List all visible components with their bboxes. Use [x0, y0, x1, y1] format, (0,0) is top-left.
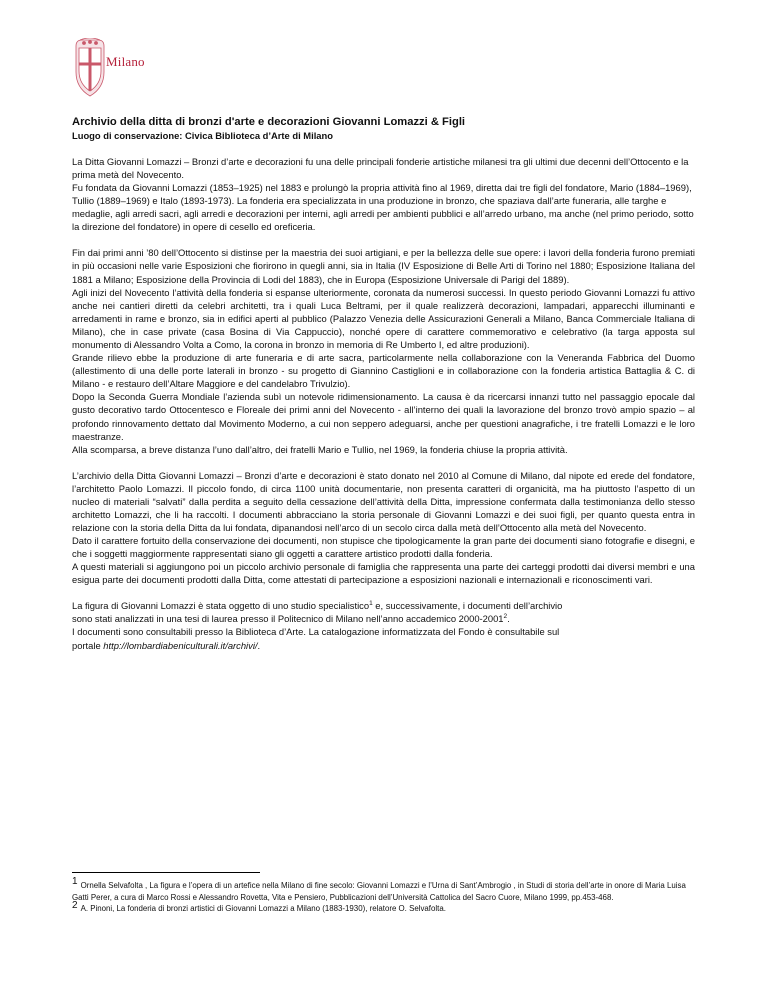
paragraph-text: Grande rilievo ebbe la produzione di arte funeraria e di arte sacra, particolarmente nella collaborazione con la Veneranda Fabbrica del Duomo (allestimento di una delle porte laterali in bronzo - su progetto di Giannino Castiglioni e in collaborazione con la fonderia artistica Battaglia & C. di Milano - e restauro dell’Altare Maggiore e del candelabro Trivulzio).	[72, 352, 695, 390]
text-run: portale	[72, 639, 104, 651]
paragraph-text: La Ditta Giovanni Lomazzi – Bronzi d’arte e decorazioni fu una delle principali fonderie artistiche milanesi tra gli ultimi due decenni dell’Ottocento e la prima metà del Novecento.	[72, 156, 689, 181]
paragraph-text: Agli inizi del Novecento l’attività della fonderia si espanse ulteriormente, coronata da numerosi successi. In questo periodo Giovanni Lomazzi fu attivo anche nei cantieri diretti da celebri architetti, tra i quali Luca Beltrami, per il quale realizzerà decorazioni, lampadari, apparecchi illuminanti e arredamenti in rame e bronzo, sia in edifici aperti al pubblico (Palazzo Venezia delle Assicurazioni Generali a Milano, Banca Commerciale Italiana di Milano), che in case private (casa Bosina di Via Cappuccio), nonché opere di carattere commemorativo e celebrativo (la targa apposta sul monumento di Alessandro Volta a Como, la corona in bronzo in memoria di Re Umberto I, ed altre produzioni).	[72, 286, 695, 351]
paragraph-intro	[72, 155, 695, 234]
paragraph-text: I documenti sono consultabili presso la Biblioteca d’Arte. La catalogazione informatizzata del Fondo è consultabile sul	[72, 626, 560, 638]
paragraph-text: A questi materiali si aggiungono poi un piccolo archivio personale di famiglia che rappresenta una parte dei carteggi prodotti dai diversi membri e una esigua parte dei documenti prodotti dalla Ditta, come attestati di partecipazione a esposizioni nazionali e internazionali e riconoscimenti vari.	[72, 561, 695, 586]
footnote-1	[72, 876, 695, 903]
paragraph-text: Fin dai primi anni ’80 dell’Ottocento si distinse per la maestria dei suoi artigiani, e per la bellezza delle sue opere: i lavori della fonderia furono premiati in più occasioni nelle varie Esposizioni che fiorirono in quegli anni, sia in Italia (IV Esposizione di Belle Arti di Torino nel 1880; Esposizione Italiana del 1881 a Milano; Esposizione della Provincia di Lodi del 1883), che in Europa (Esposizione Universale di Parigi del 1889).	[72, 247, 695, 285]
footnote-text: Ornella Selvafolta , La figura e l’opera di un artefice nella Milano di fine secolo: Giovanni Lomazzi e l’Urna di Sant’Ambrogio , in Studi di storia dell’arte in onore di Maria Luisa Gatti Perer, a cura di Marco Rossi e Alessandro Rovetta, Vita e Pensiero, Pubblicazioni dell’Università Cattolica del Sacro Cuore, Milano 1999, pp.453-468.	[72, 881, 686, 902]
text-run: .	[507, 613, 510, 625]
logo-text: Milano	[106, 54, 145, 69]
footnote-divider	[72, 872, 260, 873]
paragraph-text: Alla scomparsa, a breve distanza l’uno dall’altro, dei fratelli Mario e Tullio, nel 1969, la fonderia chiuse la propria attività.	[72, 443, 568, 455]
paragraph-text: Dopo la Seconda Guerra Mondiale l’azienda subì un notevole ridimensionamento. La causa è da ricercarsi innanzi tutto nel passaggio epocale dal gusto decorativo tardo Ottocentesco e Floreale dei primi anni del Novecento - all’interno dei quali la lavorazione del bronzo trovò ampio spazio – al profondo rinnovamento dettato dal Movimento Moderno, a cui non seppero adeguarsi, anche per questioni anagrafiche, i tre fratelli Lomazzi e le loro maestranze.	[72, 391, 695, 442]
text-run: .	[257, 639, 261, 651]
footnote-ref-2[interactable]: 2	[503, 613, 508, 621]
paragraph-archive	[72, 469, 695, 587]
footnote-number: 2	[72, 899, 78, 911]
paragraph-text: Dato il carattere fortuito della conservazione dei documenti, non stupisce che tipologicamente la gran parte dei documenti siano fotografie e disegni, e che i soggetti maggiormente rappresentati siano gli oggetti a carattere artistico prodotti dalla fonderia.	[72, 535, 695, 560]
paragraph-line	[72, 612, 695, 625]
text-run: La figura di Giovanni Lomazzi è stata oggetto di uno studio specialistico	[72, 600, 370, 612]
footnote-2	[72, 899, 695, 915]
document-body	[72, 116, 695, 664]
paragraph-history	[72, 246, 695, 456]
footnotes	[72, 876, 695, 915]
document-title: Archivio della ditta di bronzi d'arte e decorazioni Giovanni Lomazzi & Figli	[72, 116, 466, 128]
portal-link[interactable]: http://lombardiabeniculturali.it/archivi/	[103, 639, 258, 651]
text-run: sono stati analizzati in una tesi di laurea presso il Politecnico di Milano nell’anno accademico 2000-2001	[72, 613, 504, 625]
document-subtitle: Luogo di conservazione: Civica Biblioteca d’Arte di Milano	[72, 130, 333, 141]
paragraph-line	[72, 599, 695, 612]
footnote-text: A. Pinoni, La fonderia di bronzi artistici di Giovanni Lomazzi a Milano (1883-1930), relatore O. Selvafolta.	[80, 904, 446, 914]
text-run: e, successivamente, i documenti dell’archivio	[372, 600, 563, 612]
footnote-number: 1	[72, 876, 78, 888]
footnote-ref-1[interactable]: 1	[369, 600, 373, 608]
paragraph-line	[72, 639, 695, 652]
paragraph-text: Fu fondata da Giovanni Lomazzi (1853–1925) nel 1883 e prolungò la propria attività fino al 1969, diretta dai tre figli del fondatore, Mario (1884–1969), Tullio (1889–1969) e Italo (1893-1973). La fonderia era specializzata in una produzione in bronzo, che spaziava dall’arte funeraria, alle targhe e medaglie, agli arredi sacri, agli arredi e decorazioni per interni, agli arredi per ambienti pubblici e all’arredo urbano, ma anche (nel primo periodo, sotto la direzione del fondatore) in opere di cesello ed oreficeria.	[72, 182, 694, 233]
paragraph-text: L’archivio della Ditta Giovanni Lomazzi – Bronzi d’arte e decorazioni è stato donato nel 2010 al Comune di Milano, dal nipote ed erede del fondatore, l’architetto Paolo Lomazzi. Il piccolo fondo, di circa 1100 unità documentarie, non presenta caratteri di organicità, ma ha piuttosto l’aspetto di un nucleo di materiali “salvati” dalla perdita a seguito della cessazione dell’attività della Ditta, impressione confermata dalla testimonianza dello stesso architetto Lomazzi, che li ha raccolti. I documenti abbracciano la storia personale di Giovanni Lomazzi e dei suoi figli, per quanto questa entra in relazione con la storia della Ditta da lui fondata, dipanandosi nell’arco di un secolo circa dalla metà dell’Ottocento alla metà del Novecento.	[72, 469, 695, 534]
paragraph-studies	[72, 599, 695, 651]
